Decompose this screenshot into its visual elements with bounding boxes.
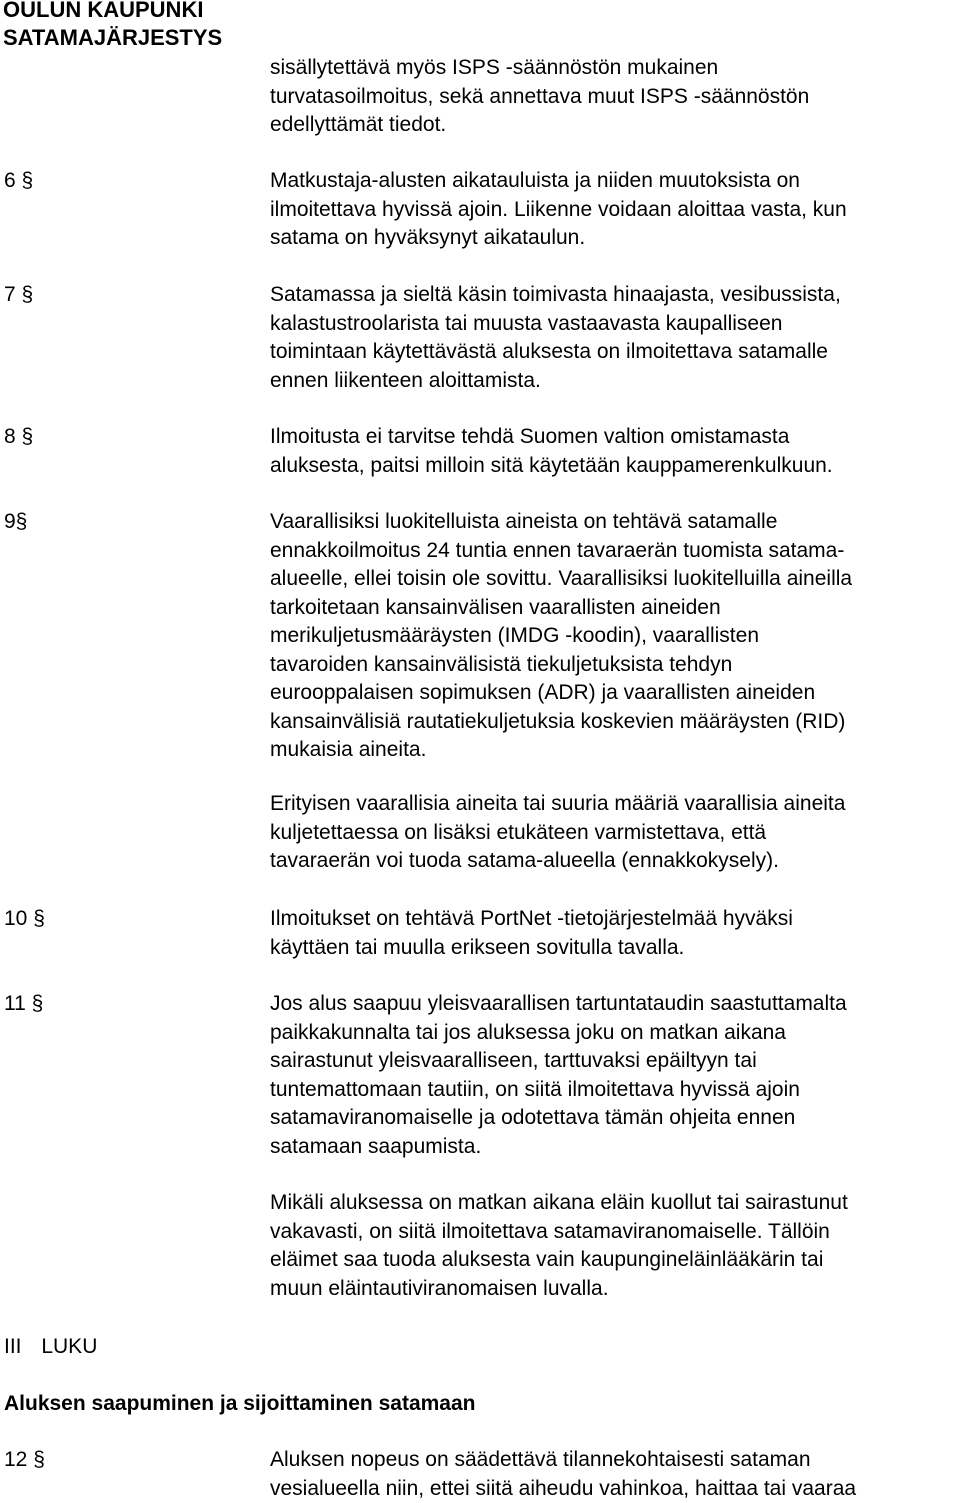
document-header <box>3 0 222 52</box>
section-8-paragraph <box>270 423 960 480</box>
text-line: aluksesta, paitsi milloin sitä käytetään kauppamerenkulkuun. <box>270 452 960 481</box>
text-line: Matkustaja-alusten aikatauluista ja niiden muutoksista on <box>270 167 960 196</box>
chapter-label: III LUKU <box>4 1333 97 1361</box>
text-line: satamaviranomaiselle ja odotettava tämän ohjeita ennen <box>270 1104 960 1133</box>
text-line: tarkoitetaan kansainvälisen vaarallisten aineiden <box>270 594 960 623</box>
section-12-paragraph <box>270 1446 960 1503</box>
text-line: mukaisia aineita. <box>270 736 960 765</box>
text-line: vakavasti, on siitä ilmoitettava satamaviranomaiselle. Tällöin <box>270 1218 960 1247</box>
text-line: Vaarallisiksi luokitelluista aineista on tehtävä satamalle <box>270 508 960 537</box>
section-number-6: 6 § <box>4 167 33 196</box>
section-10-paragraph <box>270 905 960 962</box>
section-number-10: 10 § <box>4 905 45 934</box>
section-number-11: 11 § <box>4 990 43 1019</box>
text-line: ilmoitettava hyvissä ajoin. Liikenne voidaan aloittaa vasta, kun <box>270 196 960 225</box>
text-line: Erityisen vaarallisia aineita tai suuria määriä vaarallisia aineita <box>270 790 960 819</box>
text-line: sisällytettävä myös ISPS -säännöstön mukainen <box>270 54 960 83</box>
section-number-8: 8 § <box>4 423 33 452</box>
text-line: merikuljetusmääräysten (IMDG -koodin), vaarallisten <box>270 622 960 651</box>
text-line: Aluksen nopeus on säädettävä tilannekohtaisesti sataman <box>270 1446 960 1475</box>
text-line: edellyttämät tiedot. <box>270 111 960 140</box>
text-line: eurooppalaisen sopimuksen (ADR) ja vaarallisten aineiden <box>270 679 960 708</box>
text-line: Satamassa ja sieltä käsin toimivasta hinaajasta, vesibussista, <box>270 281 960 310</box>
text-line: kansainvälisiä rautatiekuljetuksia koskevien määräysten (RID) <box>270 708 960 737</box>
chapter-title: Aluksen saapuminen ja sijoittaminen satamaan <box>4 1390 476 1418</box>
text-line: muun eläintautiviranomaisen luvalla. <box>270 1275 960 1304</box>
section-number-12: 12 § <box>4 1446 45 1475</box>
section-number-9: 9§ <box>4 508 27 537</box>
section-11-paragraph-1 <box>270 990 960 1161</box>
header-city: OULUN KAUPUNKI <box>3 0 222 24</box>
section-7-paragraph <box>270 281 960 395</box>
text-line: kalastustroolarista tai muusta vastaavasta kaupalliseen <box>270 310 960 339</box>
text-line: paikkakunnalta tai jos aluksessa joku on matkan aikana <box>270 1019 960 1048</box>
text-line: turvatasoilmoitus, sekä annettava muut ISPS -säännöstön <box>270 83 960 112</box>
header-title: SATAMAJÄRJESTYS <box>3 24 222 52</box>
text-line: Ilmoitukset on tehtävä PortNet -tietojärjestelmää hyväksi <box>270 905 960 934</box>
text-line: tavaraerän voi tuoda satama-alueella (ennakkokysely). <box>270 847 960 876</box>
section-11-paragraph-2 <box>270 1189 960 1303</box>
section-6-paragraph <box>270 167 960 253</box>
section-number-7: 7 § <box>4 281 33 310</box>
text-line: Ilmoitusta ei tarvitse tehdä Suomen valtion omistamasta <box>270 423 960 452</box>
text-line: tuntemattomaan tautiin, on siitä ilmoitettava hyvissä ajoin <box>270 1076 960 1105</box>
section-9-paragraph-2 <box>270 790 960 876</box>
text-line: satamaan saapumista. <box>270 1133 960 1162</box>
continuation-paragraph <box>270 54 960 140</box>
text-line: Mikäli aluksessa on matkan aikana eläin kuollut tai sairastunut <box>270 1189 960 1218</box>
text-line: kuljetettaessa on lisäksi etukäteen varmistettava, että <box>270 819 960 848</box>
section-9-paragraph-1 <box>270 508 960 765</box>
text-line: ennakkoilmoitus 24 tuntia ennen tavaraerän tuomista satama- <box>270 537 960 566</box>
text-line: käyttäen tai muulla erikseen sovitulla tavalla. <box>270 934 960 963</box>
text-line: sairastunut yleisvaaralliseen, tarttuvaksi epäiltyyn tai <box>270 1047 960 1076</box>
text-line: alueelle, ellei toisin ole sovittu. Vaarallisiksi luokitelluilla aineilla <box>270 565 960 594</box>
text-line: eläimet saa tuoda aluksesta vain kaupungineläinlääkärin tai <box>270 1246 960 1275</box>
text-line: satama on hyväksynyt aikataulun. <box>270 224 960 253</box>
text-line: tavaroiden kansainvälisistä tiekuljetuksista tehdyn <box>270 651 960 680</box>
text-line: Jos alus saapuu yleisvaarallisen tartuntataudin saastuttamalta <box>270 990 960 1019</box>
text-line: ennen liikenteen aloittamista. <box>270 367 960 396</box>
text-line: vesialueella niin, ettei siitä aiheudu vahinkoa, haittaa tai vaaraa <box>270 1475 960 1503</box>
text-line: toimintaan käytettävästä aluksesta on ilmoitettava satamalle <box>270 338 960 367</box>
